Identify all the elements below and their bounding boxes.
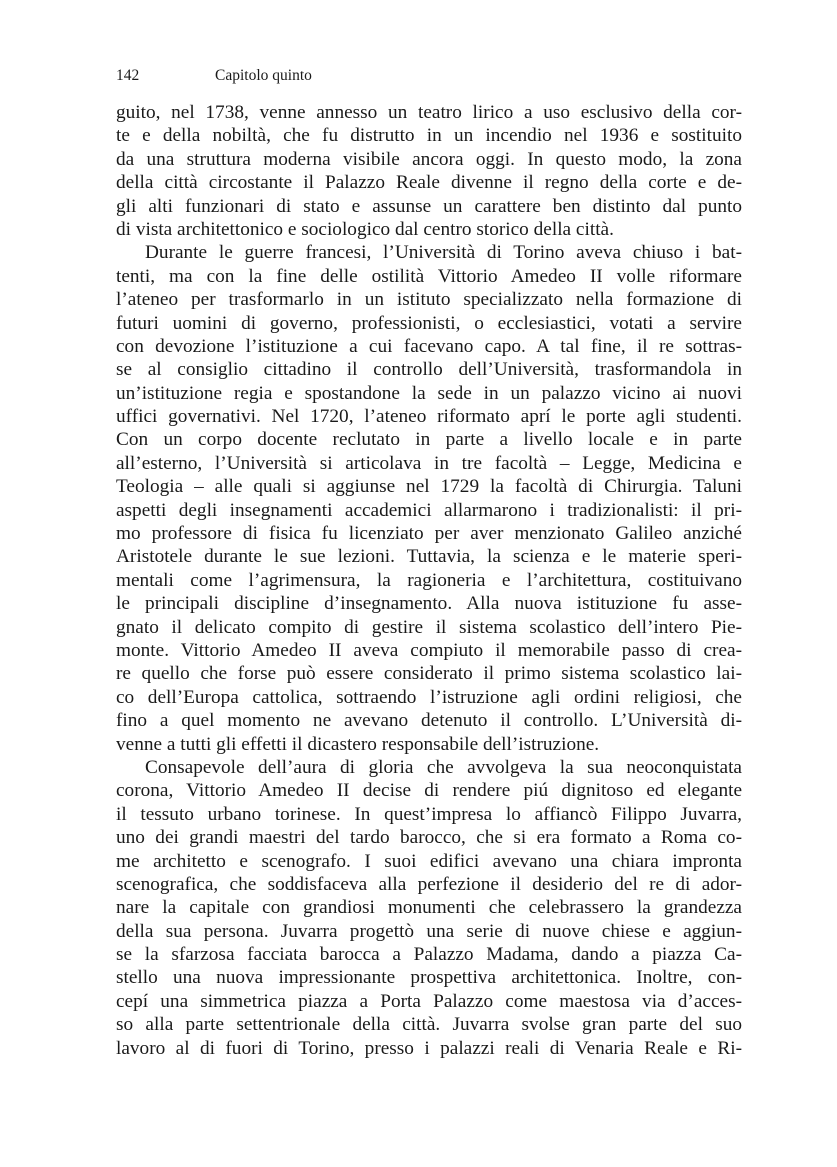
text-line: di vista architettonico e sociologico dal centro storico della città.	[116, 218, 614, 240]
text-line: all’esterno, l’Università si articolava in tre facoltà – Legge, Medicina e	[116, 452, 742, 474]
text-line: venne a tutti gli effetti il dicastero responsabile dell’istruzione.	[116, 733, 600, 755]
text-line: nare la capitale con grandiosi monumenti che celebrassero la grandezza	[116, 897, 742, 919]
text-line: mo professore di fisica fu licenziato per aver menzionato Galileo anziché	[116, 523, 742, 545]
text-line: corona, Vittorio Amedeo II decise di rendere piú dignitoso ed elegante	[116, 780, 742, 802]
text-line: l’ateneo per trasformarlo in un istituto specializzato nella formazione di	[116, 289, 742, 311]
text-line: aspetti degli insegnamenti accademici allarmarono i tradizionalisti: il pri-	[116, 499, 742, 521]
text-line: te e della nobiltà, che fu distrutto in un incendio nel 1936 e sostituito	[116, 125, 742, 147]
text-line: un’istituzione regia e spostandone la sede in un palazzo vicino ai nuovi	[116, 382, 742, 404]
running-head	[116, 66, 742, 86]
text-line: stello una nuova impressionante prospettiva architettonica. Inoltre, con-	[116, 967, 742, 989]
text-line: mentali come l’agrimensura, la ragioneria e l’architettura, costituivano	[116, 569, 742, 591]
text-line: Con un corpo docente reclutato in parte a livello locale e in parte	[116, 429, 742, 451]
text-line: Teologia – alle quali si aggiunse nel 1729 la facoltà di Chirurgia. Taluni	[116, 476, 742, 498]
text-line: monte. Vittorio Amedeo II aveva compiuto il memorabile passo di crea-	[116, 639, 742, 661]
text-line: so alla parte settentrionale della città. Juvarra svolse gran parte del suo	[116, 1014, 742, 1036]
body-text	[116, 101, 742, 1060]
chapter-title: Capitolo quinto	[215, 67, 312, 84]
book-page	[116, 66, 742, 1060]
text-line: tenti, ma con la fine delle ostilità Vittorio Amedeo II volle riformare	[116, 265, 742, 287]
text-line: guito, nel 1738, venne annesso un teatro lirico a uso esclusivo della cor-	[116, 102, 742, 123]
text-line: re quello che forse può essere considerato il primo sistema scolastico lai-	[116, 663, 742, 685]
paragraph	[116, 101, 742, 241]
paragraph	[116, 241, 742, 756]
text-line: gli alti funzionari di stato e assunse un carattere ben distinto dal punto	[116, 195, 742, 217]
text-line: da una struttura moderna visibile ancora oggi. In questo modo, la zona	[116, 148, 742, 170]
text-line: co dell’Europa cattolica, sottraendo l’istruzione agli ordini religiosi, che	[116, 686, 742, 708]
text-line: Aristotele durante le sue lezioni. Tuttavia, la scienza e le materie speri-	[116, 546, 742, 568]
text-line: della sua persona. Juvarra progettò una serie di nuove chiese e aggiun-	[116, 920, 742, 942]
text-line: me architetto e scenografo. I suoi edifici avevano una chiara impronta	[116, 850, 742, 872]
text-line: della città circostante il Palazzo Reale divenne il regno della corte e de-	[116, 172, 742, 194]
text-line: cepí una simmetrica piazza a Porta Palazzo come maestosa via d’acces-	[116, 990, 742, 1012]
text-line: uffici governativi. Nel 1720, l’ateneo riformato aprí le porte agli studenti.	[116, 406, 742, 428]
text-line: futuri uomini di governo, professionisti, o ecclesiastici, votati a servire	[116, 312, 742, 334]
text-line: il tessuto urbano torinese. In quest’impresa lo affiancò Filippo Juvarra,	[116, 803, 742, 825]
text-line: se la sfarzosa facciata barocca a Palazzo Madama, dando a piazza Ca-	[116, 944, 742, 966]
text-line: le principali discipline d’insegnamento. Alla nuova istituzione fu asse-	[116, 593, 742, 615]
paragraph	[116, 756, 742, 1060]
text-line: se al consiglio cittadino il controllo dell’Università, trasformandola in	[116, 359, 742, 381]
text-line: gnato il delicato compito di gestire il sistema scolastico dell’intero Pie-	[116, 616, 742, 638]
text-line: fino a quel momento ne avevano detenuto il controllo. L’Università di-	[116, 710, 742, 732]
text-line: con devozione l’istituzione a cui facevano capo. A tal fine, il re sottras-	[116, 335, 742, 357]
page-number: 142	[116, 67, 140, 84]
text-line: lavoro al di fuori di Torino, presso i palazzi reali di Venaria Reale e Ri-	[116, 1037, 742, 1059]
text-line: Consapevole dell’aura di gloria che avvolgeva la sua neoconquistata	[145, 756, 742, 778]
text-line: scenografica, che soddisfaceva alla perfezione il desiderio del re di ador-	[116, 873, 742, 895]
text-line: Durante le guerre francesi, l’Università di Torino aveva chiuso i bat-	[145, 242, 742, 264]
text-line: uno dei grandi maestri del tardo barocco, che si era formato a Roma co-	[116, 827, 742, 849]
